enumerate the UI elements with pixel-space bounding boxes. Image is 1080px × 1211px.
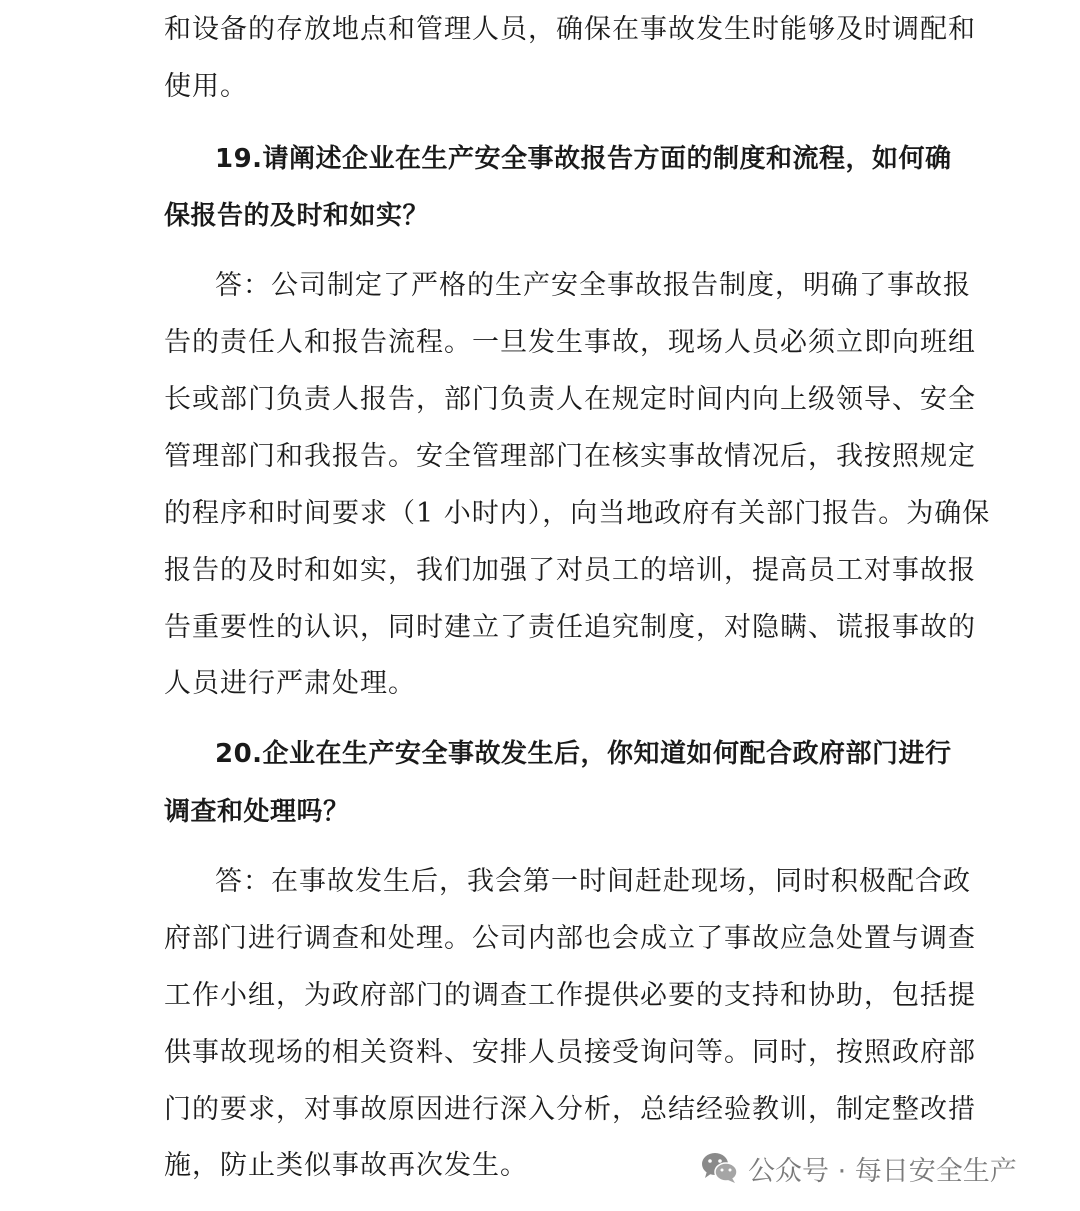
answer-20-line: 门的要求，对事故原因进行深入分析，总结经验教训，制定整改措: [164, 1094, 976, 1125]
answer-20-line: 施，防止类似事故再次发生。: [164, 1150, 528, 1181]
question-20-heading: 调查和处理吗？: [164, 797, 350, 827]
question-19-heading: 保报告的及时和如实？: [164, 201, 430, 231]
answer-20-line: 供事故现场的相关资料、安排人员接受询问等。同时，按照政府部: [164, 1037, 976, 1068]
paragraph-line: 使用。: [164, 71, 248, 102]
question-19-heading: 19.请阐述企业在生产安全事故报告方面的制度和流程，如何确: [215, 144, 952, 174]
answer-19-line: 告重要性的认识，同时建立了责任追究制度，对隐瞒、谎报事故的: [164, 612, 976, 643]
answer-19-line: 答：公司制定了严格的生产安全事故报告制度，明确了事故报: [215, 270, 971, 301]
answer-19-line: 管理部门和我报告。安全管理部门在核实事故情况后，我按照规定: [164, 441, 976, 472]
answer-19-line: 人员进行严肃处理。: [164, 668, 416, 699]
answer-19-line: 报告的及时和如实，我们加强了对员工的培训，提高员工对事故报: [164, 555, 976, 586]
question-20-heading: 20.企业在生产安全事故发生后，你知道如何配合政府部门进行: [215, 739, 952, 769]
wechat-icon: [700, 1151, 740, 1185]
watermark-text: 公众号 · 每日安全生产: [748, 1155, 1017, 1187]
answer-19-line: 的程序和时间要求（1 小时内），向当地政府有关部门报告。为确保: [164, 498, 991, 529]
answer-20-line: 答：在事故发生后，我会第一时间赶赴现场，同时积极配合政: [215, 866, 971, 897]
wechat-watermark: [700, 1148, 1017, 1188]
answer-19-line: 告的责任人和报告流程。一旦发生事故，现场人员必须立即向班组: [164, 327, 976, 358]
answer-19-line: 长或部门负责人报告，部门负责人在规定时间内向上级领导、安全: [164, 384, 976, 415]
answer-20-line: 工作小组，为政府部门的调查工作提供必要的支持和协助，包括提: [164, 980, 976, 1011]
paragraph-line: 和设备的存放地点和管理人员，确保在事故发生时能够及时调配和: [164, 14, 976, 45]
answer-20-line: 府部门进行调查和处理。公司内部也会成立了事故应急处置与调查: [164, 923, 976, 954]
